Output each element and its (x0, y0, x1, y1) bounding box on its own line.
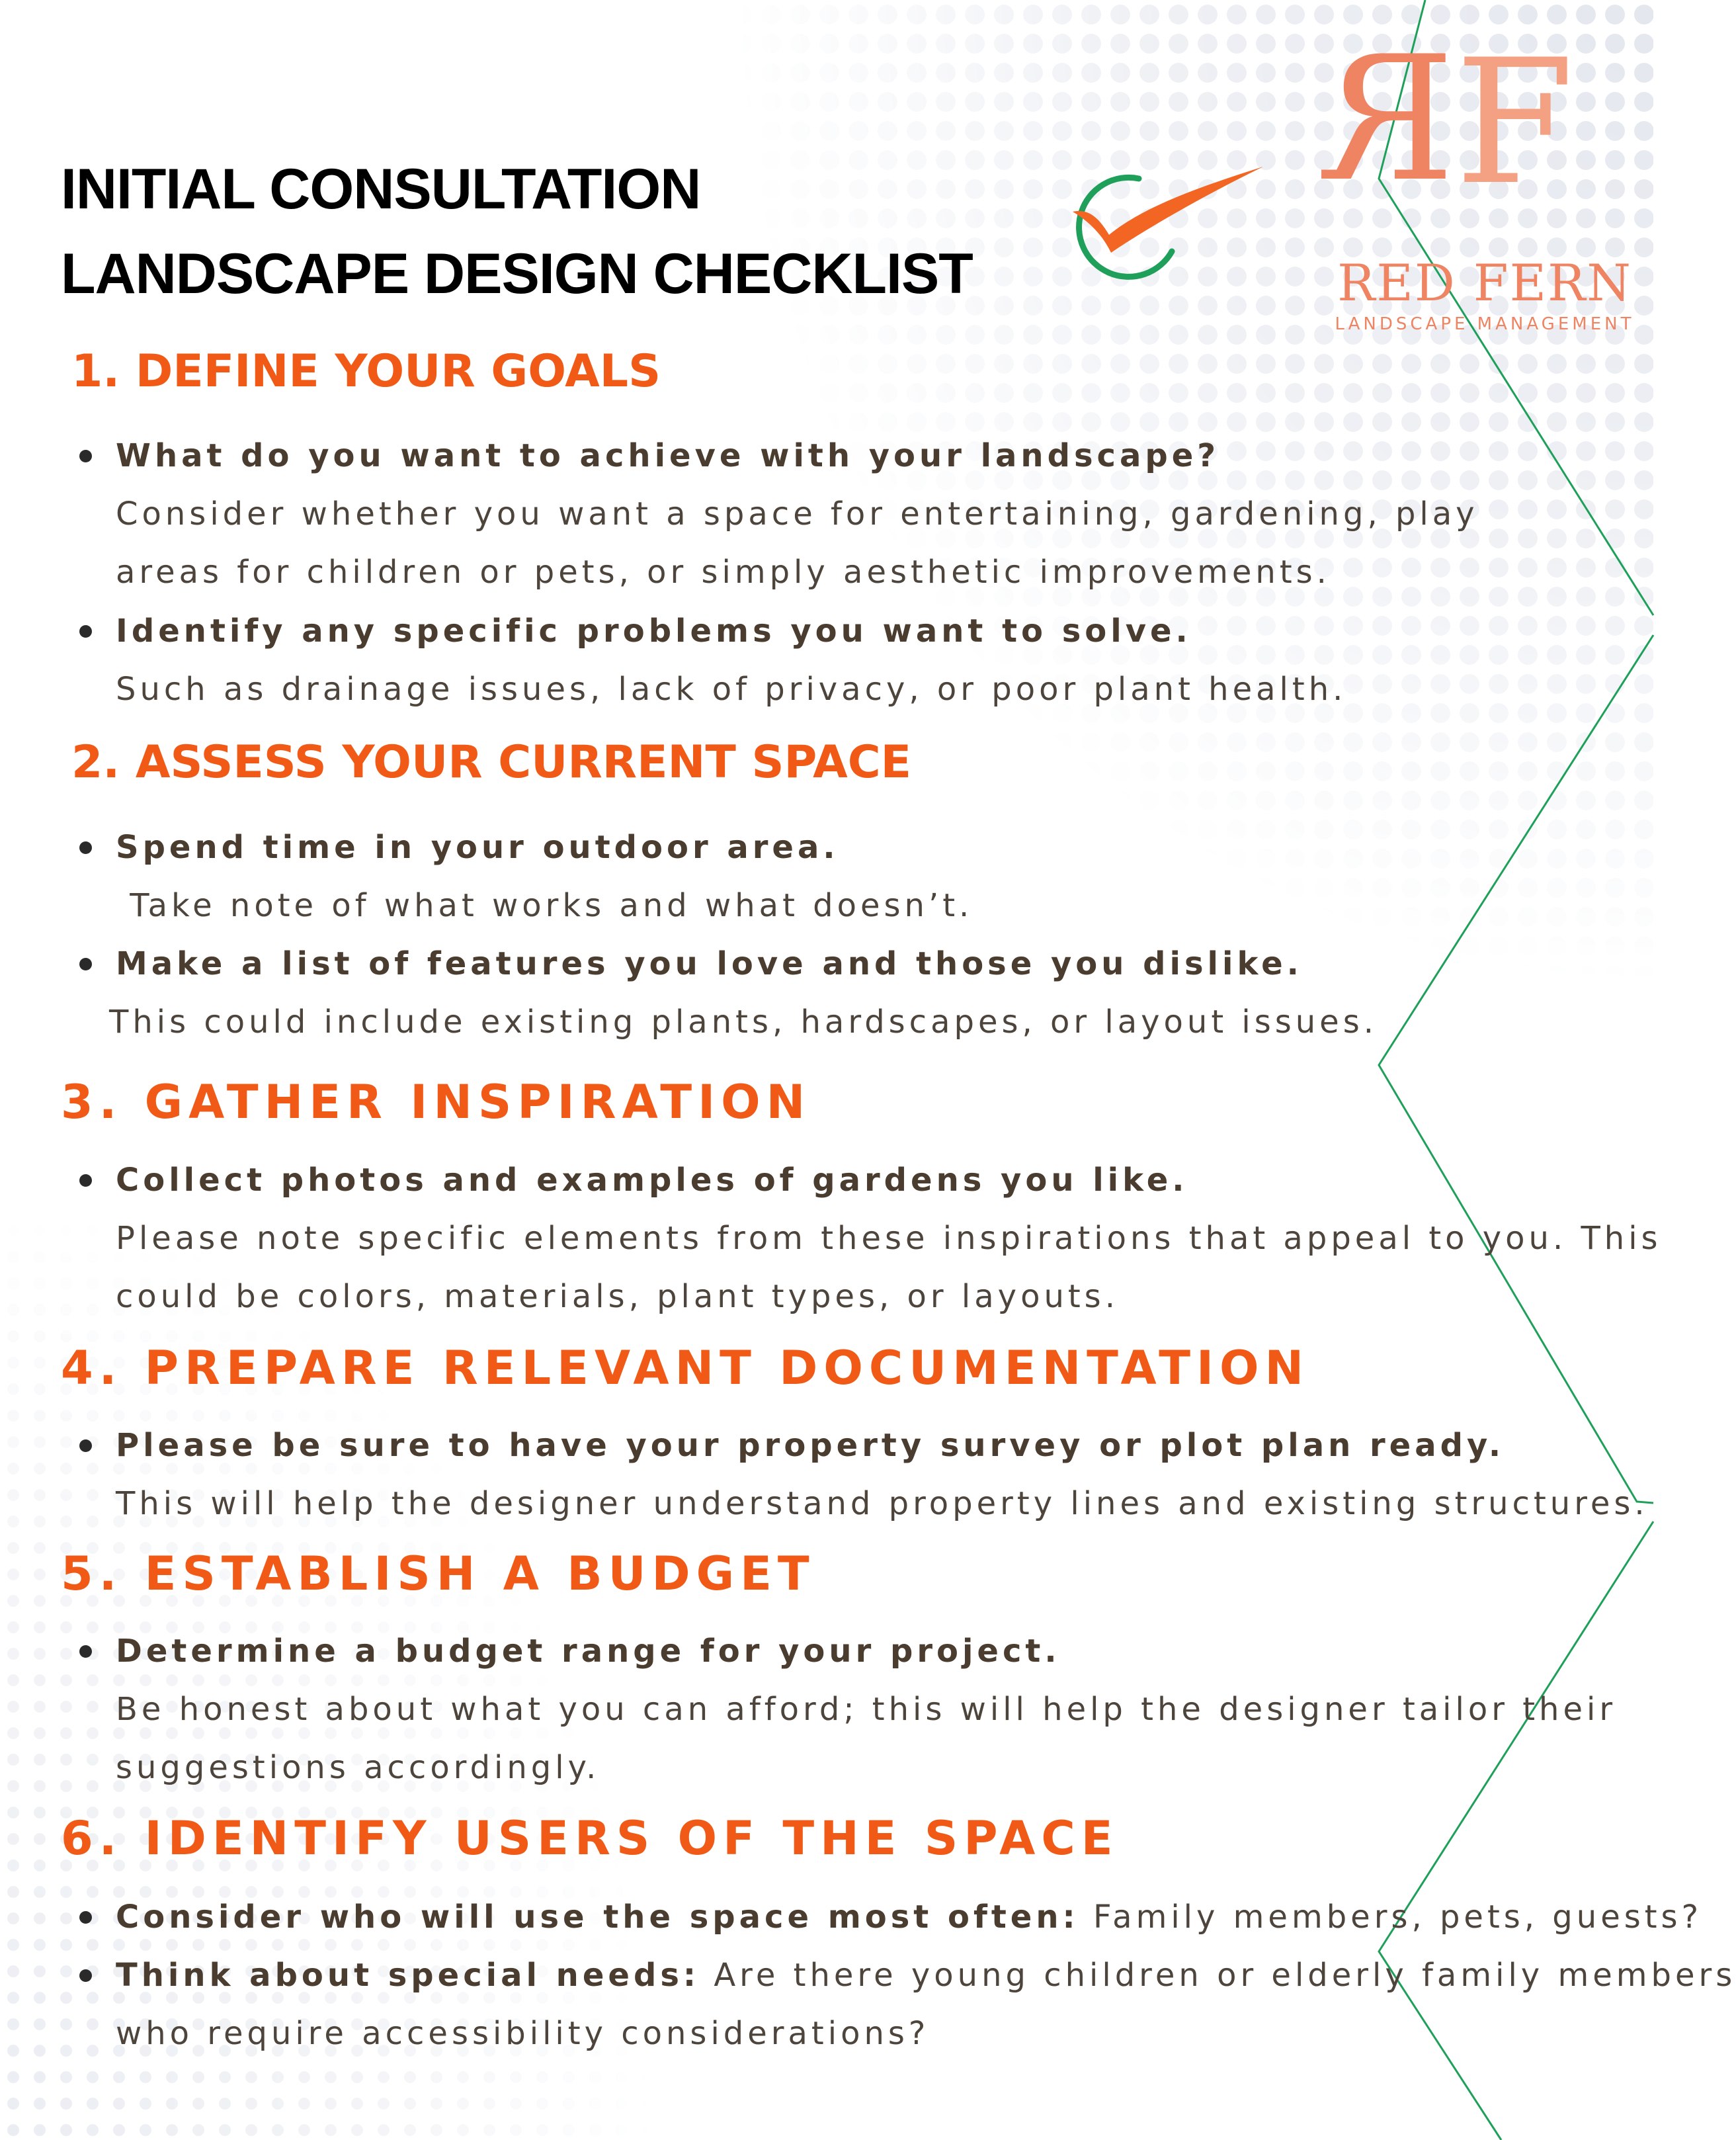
bullet-icon (79, 1911, 92, 1924)
item-title: What do you want to achieve with your landscape? (116, 437, 1220, 474)
item-title: Consider who will use the space most often: (116, 1899, 1079, 1936)
list-item (116, 1946, 1736, 2063)
bullet-icon (79, 1439, 92, 1452)
item-title: Think about special needs: (116, 1957, 700, 1994)
item-detail: This could include existing plants, hardscapes, or layout issues. (109, 1004, 1378, 1041)
bullet-icon (79, 450, 92, 462)
list-item (116, 427, 1479, 601)
section-heading-documentation: 4. PREPARE RELEVANT DOCUMENTATION (61, 1341, 1310, 1395)
item-detail: Are there young children or elderly family members (700, 1957, 1736, 1994)
item-title: Please be sure to have your property survey or plot plan ready. (116, 1427, 1505, 1464)
item-title: Identify any specific problems you want to solve. (116, 613, 1192, 650)
section-heading-assess: 2. ASSESS YOUR CURRENT SPACE (71, 736, 912, 789)
item-detail: areas for children or pets, or simply aesthetic improvements. (116, 554, 1331, 591)
logo-name: RED FERN (1337, 253, 1632, 312)
page-title (61, 147, 973, 316)
item-title: Determine a budget range for your project. (116, 1633, 1061, 1670)
list-item (116, 1151, 1662, 1326)
section-heading-goals: 1. DEFINE YOUR GOALS (71, 345, 661, 398)
logo-tagline: LANDSCAPE MANAGEMENT (1335, 314, 1635, 334)
checkmark-icon (1053, 159, 1271, 284)
bullet-icon (79, 958, 92, 970)
item-title: Spend time in your outdoor area. (116, 829, 839, 866)
item-title: Collect photos and examples of gardens you like. (116, 1162, 1188, 1199)
item-detail: Be honest about what you can afford; this will help the designer tailor their (116, 1691, 1617, 1728)
item-detail: could be colors, materials, plant types, or layouts. (116, 1278, 1119, 1315)
item-detail: Take note of what works and what doesn’t. (116, 887, 973, 924)
section-heading-budget: 5. ESTABLISH A BUDGET (61, 1547, 815, 1601)
item-detail: This will help the designer understand property lines and existing structures. (116, 1485, 1649, 1522)
item-title: Make a list of features you love and those you dislike. (116, 945, 1303, 982)
list-item (116, 1622, 1616, 1797)
svg-text:R: R (1325, 20, 1455, 220)
bullet-icon (79, 1645, 92, 1658)
bullet-icon (79, 1969, 92, 1982)
item-detail: Consider whether you want a space for entertaining, gardening, play (116, 495, 1479, 533)
item-detail: who require accessibility considerations? (116, 2015, 930, 2052)
bullet-icon (79, 625, 92, 638)
list-item (116, 602, 1346, 718)
red-fern-logo (1325, 20, 1640, 334)
item-detail: Family members, pets, guests? (1079, 1899, 1703, 1936)
item-detail: suggestions accordingly. (116, 1749, 600, 1786)
list-item (116, 1416, 1649, 1533)
list-item (116, 818, 973, 935)
bullet-icon (79, 841, 92, 854)
section-heading-inspiration: 3. GATHER INSPIRATION (61, 1075, 811, 1129)
rf-monogram-icon (1325, 20, 1607, 251)
title-line-2: LANDSCAPE DESIGN CHECKLIST (61, 242, 973, 306)
item-detail: Such as drainage issues, lack of privacy, or poor plant health. (116, 671, 1347, 708)
list-item (116, 1888, 1702, 1946)
title-line-1: INITIAL CONSULTATION (61, 157, 701, 221)
section-heading-users: 6. IDENTIFY USERS OF THE SPACE (61, 1811, 1119, 1865)
list-item (109, 935, 1378, 1051)
bullet-icon (79, 1174, 92, 1187)
item-detail: Please note specific elements from these inspirations that appeal to you. This (116, 1220, 1662, 1257)
svg-text:F: F (1455, 23, 1575, 223)
